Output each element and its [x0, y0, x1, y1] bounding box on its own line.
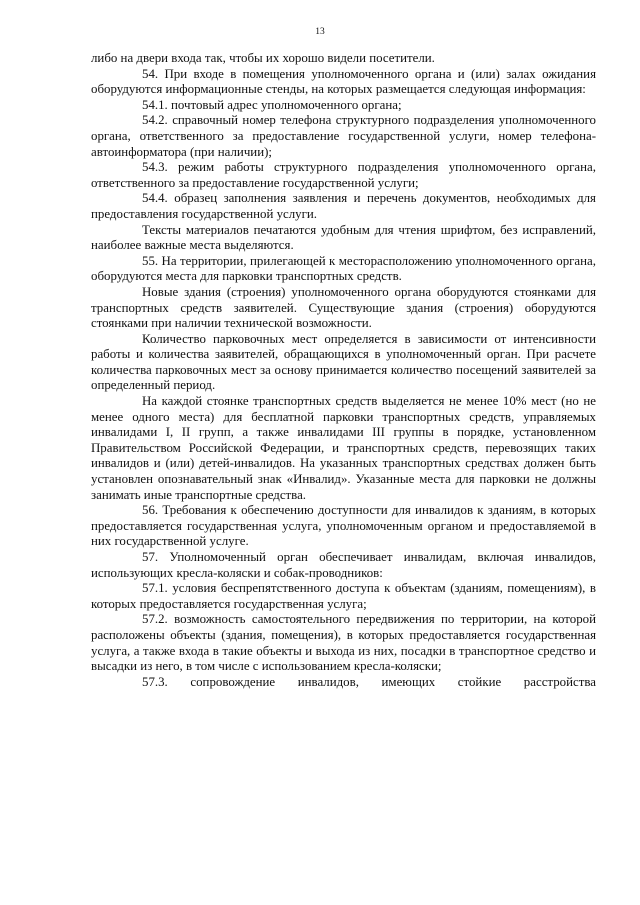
paragraph-p57-3: 57.3. сопровождение инвалидов, имеющих стойкие расстройства — [142, 674, 596, 689]
paragraph-p54-2: 54.2. справочный номер телефона структурного подразделения уполномоченного органа, ответственного за предоставление государственной услуги, номер телефона-автоинформатора (при наличии); — [91, 113, 596, 159]
paragraph-p-texts: Тексты материалов печатаются удобным для чтения шрифтом, без исправлений, наиболее важные места выделяются. — [91, 222, 596, 253]
paragraph-p57-1: 57.1. условия беспрепятственного доступа к объектам (зданиям, помещениям), в которых предоставляется государственная услуга; — [91, 581, 596, 611]
paragraph-p54-1: 54.1. почтовый адрес уполномоченного органа; — [142, 97, 402, 112]
paragraph-p54: 54. При входе в помещения уполномоченного органа и (или) залах ожидания оборудуются информационные стенды, на которых размещается следующая информация: — [91, 66, 596, 97]
paragraph-p-disabled-parking: На каждой стоянке транспортных средств выделяется не менее 10% мест (но не менее одного места) для бесплатной парковки транспортных средств, управляемых инвалидами I, II групп, а также инвалидами III группы в порядке, установленном Правительством Российской Федерации, и транспортных средств, перевозящих таких инвалидов и (или) детей-инвалидов. На указанных транспортных средствах должен быть установлен опознавательный знак «Инвалид». Указанные места для парковки не должны занимать иные транспортные средства. — [91, 394, 596, 502]
page-number: 13 — [315, 27, 325, 37]
paragraph-p55: 55. На территории, прилегающей к месторасположению уполномоченного органа, оборудуются места для парковки транспортных средств. — [91, 253, 596, 284]
document-body — [91, 51, 596, 690]
paragraph-p54-4: 54.4. образец заполнения заявления и перечень документов, необходимых для предоставления государственной услуги. — [91, 191, 596, 221]
paragraph-p54-3: 54.3. режим работы структурного подразделения уполномоченного органа, ответственного за предоставление государственной услуги; — [91, 160, 596, 190]
paragraph-p56: 56. Требования к обеспечению доступности для инвалидов к зданиям, в которых предоставляется государственная услуга, уполномоченным органом и предоставляемой в них государственной услуге. — [91, 503, 596, 549]
paragraph-p0: либо на двери входа так, чтобы их хорошо видели посетители. — [91, 51, 435, 65]
paragraph-p-parking-count: Количество парковочных мест определяется в зависимости от интенсивности работы и количества заявителей, обращающихся в уполномоченный орган. При расчете количества парковочных мест за основу принимается количество посещений заявителей за определенный период. — [91, 331, 596, 393]
paragraph-p57-2: 57.2. возможность самостоятельного передвижения по территории, на которой расположены объекты (здания, помещения), в которых предоставляется государственная услуга, а также входа в такие объекты и выхода из них, посадки в транспортное средство и высадки из него, в том числе с использованием кресла-коляски; — [91, 612, 596, 674]
paragraph-p-new-buildings: Новые здания (строения) уполномоченного органа оборудуются стоянками для транспортных средств заявителей. Существующие здания (строения) оборудуются стоянками при наличии технической возможности. — [91, 284, 596, 331]
paragraph-p57: 57. Уполномоченный орган обеспечивает инвалидам, включая инвалидов, использующих кресла-коляски и собак-проводников: — [91, 550, 596, 580]
